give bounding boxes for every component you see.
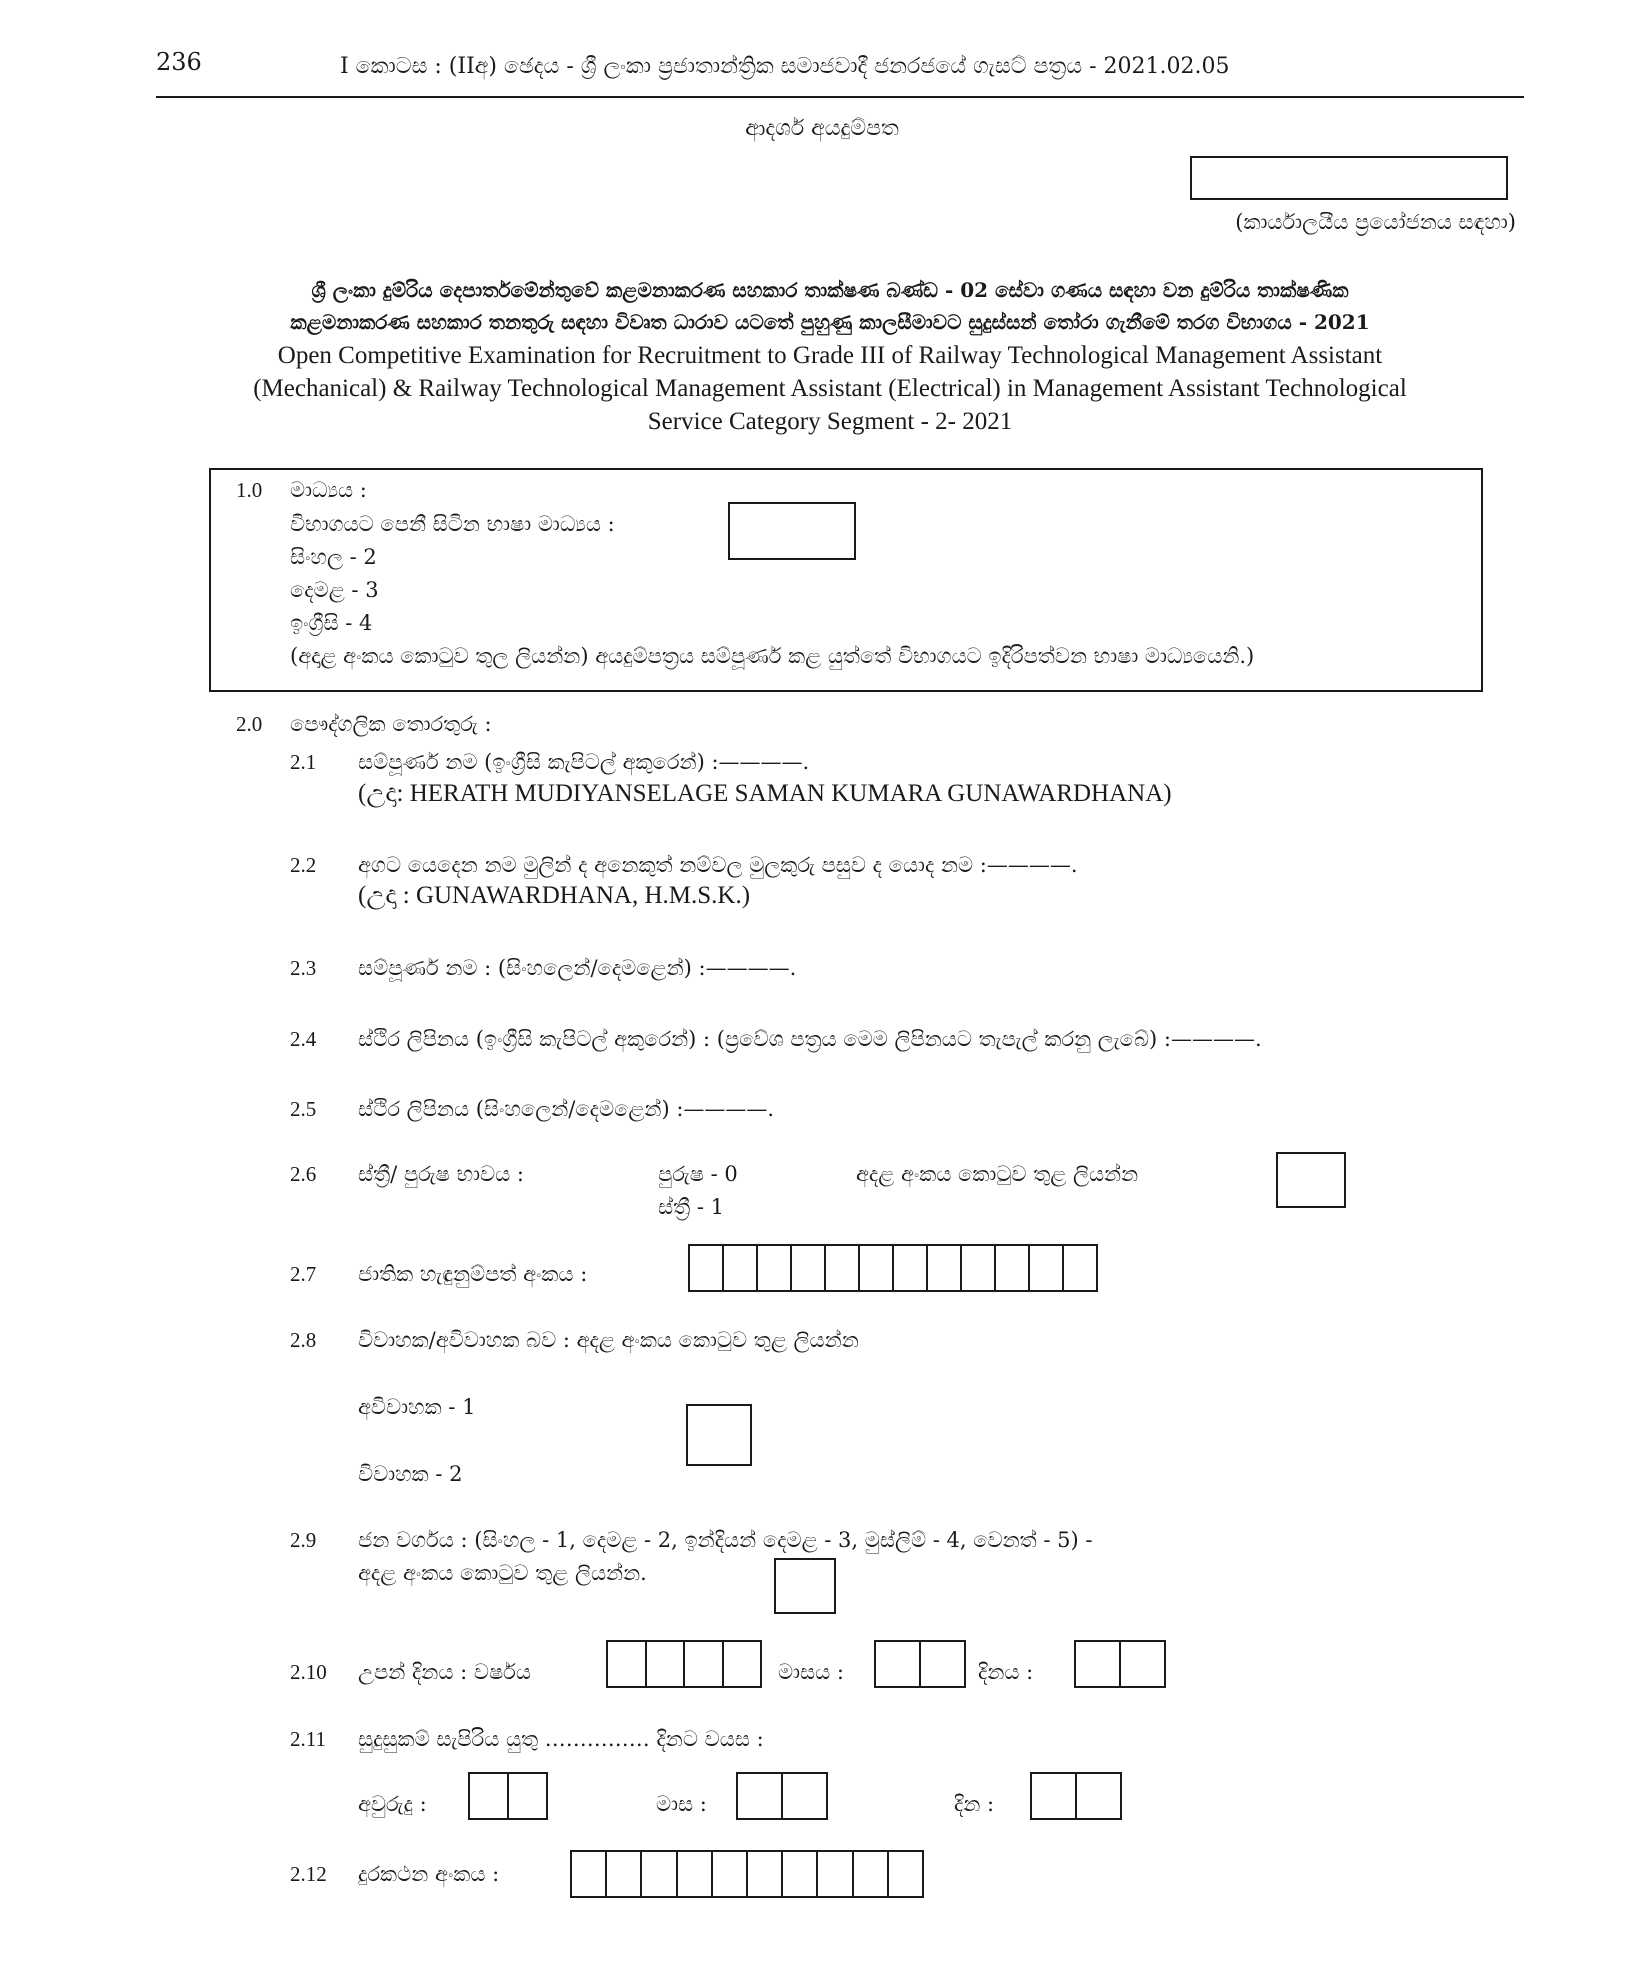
item-number: 2.3 xyxy=(290,956,317,980)
title-sinhala-line2: කළමනාකරණ සහකාර තනතුරු සඳහා විවෘත ධාරාව යටතේ පුහුණු කාලසීමාවට සුදුස්සන් තෝරා ගැනීමේ තරග විභාගය - 2021 xyxy=(290,310,1370,334)
gender-option-male: පුරුෂ - 0 xyxy=(658,1162,738,1186)
medium-option-english: ඉංග්‍රීසි - 4 xyxy=(290,611,373,635)
nic-digit-cell[interactable] xyxy=(724,1246,758,1290)
gender-label: ස්ත්‍රී/ පුරුෂ භාවය : xyxy=(358,1162,524,1186)
marital-option-unmarried: අවිවාහක - 1 xyxy=(358,1395,476,1419)
full-name-english-label: සම්පූර්ණ නම (ඉංග්‍රීසි කැපිටල් අකුරෙන්) :————. xyxy=(358,750,810,774)
telephone-number-grid[interactable] xyxy=(570,1850,924,1898)
medium-prompt: විභාගයට පෙනී සිටින භාෂා මාධ්‍යය : xyxy=(290,512,615,536)
age-years-cell[interactable] xyxy=(470,1774,509,1818)
telephone-digit-cell[interactable] xyxy=(748,1852,783,1896)
item-number: 2.5 xyxy=(290,1097,317,1121)
name-with-initials-example: (උදා : GUNAWARDHANA, H.M.S.K.) xyxy=(358,882,751,909)
nic-digit-cell[interactable] xyxy=(792,1246,826,1290)
running-head: I කොටස : (IIඅ) ඡෙදය - ශ්‍රී ලංකා ප්‍රජාතාන්ත්‍රික සමාජවාදී ජනරජයේ ගැසට් පත්‍රය - 2021.02.05 xyxy=(340,54,1230,79)
full-name-example: (උදා: HERATH MUDIYANSELAGE SAMAN KUMARA GUNAWARDHANA) xyxy=(358,780,1172,807)
nic-digit-cell[interactable] xyxy=(1064,1246,1096,1290)
title-english-line2: (Mechanical) & Railway Technological Management Assistant (Electrical) in Management Assistant Technological xyxy=(253,375,1407,402)
item-number: 2.6 xyxy=(290,1162,317,1186)
nic-digit-cell[interactable] xyxy=(996,1246,1030,1290)
item-number: 2.10 xyxy=(290,1660,327,1684)
page-number: 236 xyxy=(156,48,202,76)
dob-year-cell[interactable] xyxy=(647,1642,686,1686)
dob-month-cell[interactable] xyxy=(921,1642,964,1686)
dob-day-cell[interactable] xyxy=(1121,1642,1164,1686)
nic-digit-cell[interactable] xyxy=(928,1246,962,1290)
telephone-digit-cell[interactable] xyxy=(572,1852,607,1896)
nic-digit-cell[interactable] xyxy=(690,1246,724,1290)
nic-digit-cell[interactable] xyxy=(860,1246,894,1290)
age-months-grid[interactable] xyxy=(736,1772,828,1820)
title-english-line1: Open Competitive Examination for Recruitment to Grade III of Railway Technological Management Assistant xyxy=(277,342,1383,369)
medium-option-tamil: දෙමළ - 3 xyxy=(290,578,379,602)
telephone-digit-cell[interactable] xyxy=(642,1852,677,1896)
section-heading: මාධ්‍යය : xyxy=(290,478,367,502)
ethnicity-instruction: අදළ අංකය කොටුව තුළ ලියන්න. xyxy=(358,1561,647,1585)
telephone-digit-cell[interactable] xyxy=(607,1852,642,1896)
age-as-at-label: සුදුසුකම් සැපිරිය යුතු …………… දිනට වයස : xyxy=(358,1727,764,1751)
dob-year-cell[interactable] xyxy=(685,1642,724,1686)
nic-digit-cell[interactable] xyxy=(826,1246,860,1290)
nic-digit-cell[interactable] xyxy=(894,1246,928,1290)
office-use-label: (කාර්යාලයීය ප්‍රයෝජනය සඳහා) xyxy=(1235,210,1516,234)
age-years-label: අවුරුදු : xyxy=(358,1792,427,1816)
permanent-address-english-label: ස්ථිර ලිපිනය (ඉංග්‍රීසි කැපිටල් අකුරෙන්) : (ප්‍රවේශ පත්‍රය මෙම ලිපිනයට තැපැල් කරනු ලැබේ) :————. xyxy=(358,1027,1262,1051)
nic-number-grid[interactable] xyxy=(688,1244,1098,1292)
telephone-digit-cell[interactable] xyxy=(713,1852,748,1896)
age-months-label: මාස : xyxy=(656,1792,707,1816)
title-english-line3: Service Category Segment - 2- 2021 xyxy=(647,408,1013,435)
full-name-sinhala-tamil-label: සම්පූර්ණ නම : (සිංහලෙන්/දෙමළෙන්) :————. xyxy=(358,956,797,980)
item-number: 2.12 xyxy=(290,1862,327,1886)
dob-year-grid[interactable] xyxy=(606,1640,762,1688)
ethnicity-input-box[interactable] xyxy=(774,1558,836,1614)
section-number: 2.0 xyxy=(236,712,263,736)
nic-number-label: ජාතික හැඳුනුම්පත් අංකය : xyxy=(358,1262,588,1286)
medium-input-box[interactable] xyxy=(728,502,856,560)
medium-note: (අදාළ අංකය කොටුව තුල ලියන්න) අයදුම්පත්‍රය සම්පූර්ණ කළ යුත්තේ විභාගයට ඉදිරිපත්වන භාෂා මාධ්‍යයෙනි.) xyxy=(290,644,1255,668)
dob-month-grid[interactable] xyxy=(874,1640,966,1688)
dob-year-cell[interactable] xyxy=(608,1642,647,1686)
section-heading: පෞද්ගලික තොරතුරු : xyxy=(290,712,492,736)
telephone-digit-cell[interactable] xyxy=(818,1852,853,1896)
ethnicity-label: ජන වර්ගය : (සිංහල - 1, දෙමළ - 2, ඉන්දියන් දෙමළ - 3, මුස්ලිම් - 4, වෙනත් - 5) - xyxy=(358,1528,1093,1552)
date-of-birth-label: උපන් දිනය : වර්ෂය xyxy=(358,1660,531,1684)
dob-day-cell[interactable] xyxy=(1076,1642,1121,1686)
medium-option-sinhala: සිංහල - 2 xyxy=(290,545,377,569)
age-days-cell[interactable] xyxy=(1077,1774,1120,1818)
item-number: 2.8 xyxy=(290,1328,317,1352)
nic-digit-cell[interactable] xyxy=(758,1246,792,1290)
telephone-digit-cell[interactable] xyxy=(889,1852,922,1896)
marital-status-label: විවාහක/අවිවාහක බව : අදළ අංකය කොටුව තුළ ලියන්න xyxy=(358,1328,859,1352)
telephone-digit-cell[interactable] xyxy=(678,1852,713,1896)
dob-year-cell[interactable] xyxy=(724,1642,761,1686)
age-days-grid[interactable] xyxy=(1030,1772,1122,1820)
title-sinhala-line1: ශ්‍රී ලංකා දුම්රිය දෙපාර්තමේන්තුවේ කළමනාකරණ සහකාර තාක්ෂණ බණ්ඩ - 02 සේවා ගණය සඳහා වන දුම්රිය තාක්ෂණික xyxy=(311,278,1349,302)
gender-instruction: අදළ අංකය කොටුව තුළ ලියන්න xyxy=(856,1162,1139,1186)
age-days-label: දින : xyxy=(954,1792,995,1816)
dob-month-cell[interactable] xyxy=(876,1642,921,1686)
permanent-address-sinhala-tamil-label: ස්ථිර ලිපිනය (සිංහලෙන්/දෙමළෙන්) :————. xyxy=(358,1097,775,1121)
item-number: 2.7 xyxy=(290,1262,317,1286)
marital-option-married: විවාහක - 2 xyxy=(358,1462,463,1486)
telephone-digit-cell[interactable] xyxy=(783,1852,818,1896)
age-years-cell[interactable] xyxy=(509,1774,546,1818)
name-with-initials-label: අගට යෙදෙන නම මුලින් ද අනෙකුත් නම්වල මුලකුරු පසුව ද යොද නම :————. xyxy=(358,853,1078,877)
item-number: 2.11 xyxy=(290,1727,326,1751)
section-number: 1.0 xyxy=(236,478,263,502)
nic-digit-cell[interactable] xyxy=(1030,1246,1064,1290)
header-rule xyxy=(156,96,1524,98)
age-months-cell[interactable] xyxy=(783,1774,826,1818)
gender-option-female: ස්ත්‍රී - 1 xyxy=(658,1195,724,1219)
telephone-digit-cell[interactable] xyxy=(854,1852,889,1896)
item-number: 2.4 xyxy=(290,1027,317,1051)
item-number: 2.9 xyxy=(290,1528,317,1552)
item-number: 2.2 xyxy=(290,853,317,877)
form-title: ආදර්ශ අයදුම්පත xyxy=(745,116,899,141)
dob-month-label: මාසය : xyxy=(778,1660,844,1684)
age-months-cell[interactable] xyxy=(738,1774,783,1818)
nic-digit-cell[interactable] xyxy=(962,1246,996,1290)
age-years-grid[interactable] xyxy=(468,1772,548,1820)
dob-day-label: දිනය : xyxy=(978,1660,1034,1684)
dob-day-grid[interactable] xyxy=(1074,1640,1166,1688)
office-use-box[interactable] xyxy=(1190,156,1508,200)
marital-status-input-box[interactable] xyxy=(686,1404,752,1466)
age-days-cell[interactable] xyxy=(1032,1774,1077,1818)
telephone-number-label: දුරකථන අංකය : xyxy=(358,1862,500,1886)
item-number: 2.1 xyxy=(290,750,317,774)
gender-input-box[interactable] xyxy=(1276,1152,1346,1208)
